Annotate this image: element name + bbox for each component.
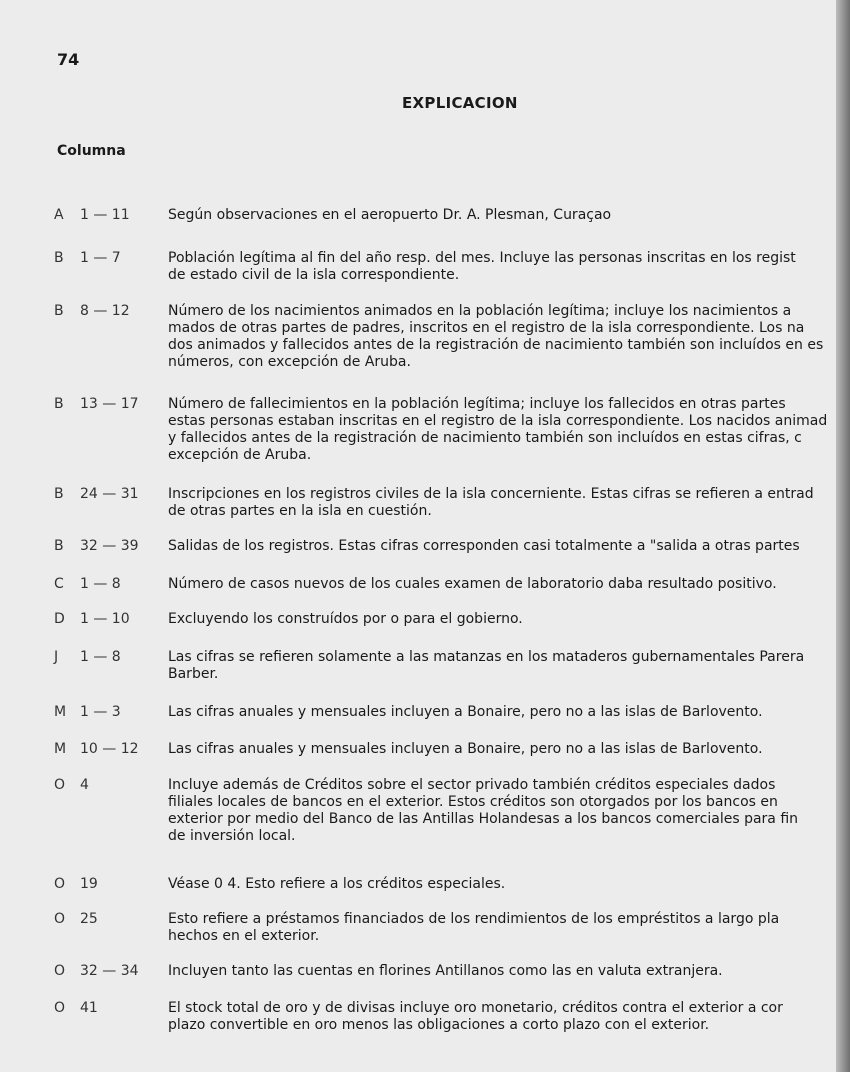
description-line: números, con excepción de Aruba. [168, 354, 411, 370]
entry-letter: B [54, 303, 64, 319]
description-line: Barber. [168, 666, 219, 682]
column-heading: Columna [57, 143, 126, 159]
description-line: Las cifras se refieren solamente a las matanzas en los mataderos gubernamentales Parera [168, 649, 805, 665]
description-line: El stock total de oro y de divisas incluye oro monetario, créditos contra el exterior a cor [168, 1000, 783, 1016]
description-line: Número de los nacimientos animados en la población legítima; incluye los nacimientos a [168, 303, 792, 319]
entry-code [54, 538, 164, 555]
entry-range: 41 [80, 1000, 98, 1016]
entry-description [168, 1000, 838, 1034]
entry-range: 19 [80, 876, 98, 892]
description-line: plazo convertible en oro menos las obligaciones a corto plazo con el exterior. [168, 1017, 710, 1033]
entry-description [168, 777, 838, 845]
entry-letter: A [54, 207, 64, 223]
book-spine [836, 0, 850, 1072]
description-line: dos animados y fallecidos antes de la registración de nacimiento también son incluídos en es [168, 337, 824, 353]
entry-code [54, 704, 164, 721]
entry-letter: B [54, 250, 64, 266]
description-line: Esto refiere a préstamos financiados de los rendimientos de los empréstitos a largo pla [168, 911, 780, 927]
entry-range: 1 — 3 [80, 704, 121, 720]
entry-letter: B [54, 486, 64, 502]
entry-description [168, 611, 838, 628]
entry-range: 13 — 17 [80, 396, 139, 412]
entry-letter: J [54, 649, 59, 665]
entry-range: 1 — 8 [80, 649, 121, 665]
entry-code [54, 876, 164, 893]
description-line: estas personas estaban inscritas en el registro de la isla correspondiente. Los nacidos animad [168, 413, 828, 429]
entry-letter: C [54, 576, 64, 592]
description-line: Salidas de los registros. Estas cifras corresponden casi totalmente a "salida a otras partes [168, 538, 800, 554]
entry-range: 1 — 8 [80, 576, 121, 592]
entry-letter: O [54, 876, 66, 892]
entry-description [168, 207, 838, 224]
entry-code [54, 396, 164, 413]
description-line: Excluyendo los construídos por o para el gobierno. [168, 611, 523, 627]
entry-range: 24 — 31 [80, 486, 139, 502]
entry-description [168, 963, 838, 980]
description-line: Las cifras anuales y mensuales incluyen a Bonaire, pero no a las islas de Barlovento. [168, 741, 763, 757]
entry-range: 1 — 10 [80, 611, 130, 627]
entry-letter: O [54, 1000, 66, 1016]
entry-letter: D [54, 611, 65, 627]
entry-description [168, 911, 838, 945]
description-line: Número de casos nuevos de los cuales examen de laboratorio daba resultado positivo. [168, 576, 777, 592]
entry-code [54, 303, 164, 320]
description-line: mados de otras partes de padres, inscritos en el registro de la isla correspondiente. Los na [168, 320, 805, 336]
entry-code [54, 486, 164, 503]
description-line: de inversión local. [168, 828, 296, 844]
entry-range: 1 — 7 [80, 250, 121, 266]
entry-code [54, 741, 164, 758]
description-line: Véase 0 4. Esto refiere a los créditos especiales. [168, 876, 506, 892]
entry-letter: M [54, 741, 67, 757]
entry-description [168, 576, 838, 593]
entry-range: 32 — 34 [80, 963, 139, 979]
entry-range: 32 — 39 [80, 538, 139, 554]
entry-range: 8 — 12 [80, 303, 130, 319]
entry-description [168, 741, 838, 758]
description-line: Incluye además de Créditos sobre el sector privado también créditos especiales dados [168, 777, 776, 793]
entry-letter: B [54, 396, 64, 412]
entry-letter: M [54, 704, 67, 720]
entry-letter: O [54, 777, 66, 793]
entry-range: 10 — 12 [80, 741, 139, 757]
description-line: Según observaciones en el aeropuerto Dr. A. Plesman, Curaçao [168, 207, 612, 223]
entry-letter: O [54, 963, 66, 979]
description-line: excepción de Aruba. [168, 447, 312, 463]
description-line: de estado civil de la isla correspondiente. [168, 267, 460, 283]
description-line: y fallecidos antes de la registración de nacimiento también son incluídos en estas cifras, c [168, 430, 802, 446]
page-title: EXPLICACION [402, 94, 518, 112]
entry-code [54, 911, 164, 928]
entry-range: 4 [80, 777, 89, 793]
description-line: Inscripciones en los registros civiles de la isla concerniente. Estas cifras se refieren a entrad [168, 486, 814, 502]
entry-description [168, 538, 838, 555]
entry-range: 1 — 11 [80, 207, 130, 223]
description-line: Incluyen tanto las cuentas en florines Antillanos como las en valuta extranjera. [168, 963, 723, 979]
page-number: 74 [57, 50, 80, 69]
description-line: Número de fallecimientos en la población legítima; incluye los fallecidos en otras partes [168, 396, 786, 412]
description-line: Población legítima al fin del año resp. del mes. Incluye las personas inscritas en los regist [168, 250, 796, 266]
entry-code [54, 963, 164, 980]
entry-letter: B [54, 538, 64, 554]
entry-code [54, 1000, 164, 1017]
entry-code [54, 250, 164, 267]
entry-description [168, 704, 838, 721]
entry-description [168, 250, 838, 284]
description-line: filiales locales de bancos en el exterior. Estos créditos son otorgados por los bancos en [168, 794, 778, 810]
entry-code [54, 576, 164, 593]
entry-code [54, 207, 164, 224]
entry-code [54, 649, 164, 666]
entry-code [54, 611, 164, 628]
description-line: hechos en el exterior. [168, 928, 320, 944]
entry-range: 25 [80, 911, 98, 927]
entry-description [168, 649, 838, 683]
description-line: de otras partes en la isla en cuestión. [168, 503, 432, 519]
entry-code [54, 777, 164, 794]
entry-description [168, 486, 838, 520]
entry-description [168, 303, 838, 371]
entry-letter: O [54, 911, 66, 927]
entry-description [168, 396, 838, 464]
entry-description [168, 876, 838, 893]
description-line: Las cifras anuales y mensuales incluyen a Bonaire, pero no a las islas de Barlovento. [168, 704, 763, 720]
description-line: exterior por medio del Banco de las Antillas Holandesas a los bancos comerciales para fin [168, 811, 799, 827]
